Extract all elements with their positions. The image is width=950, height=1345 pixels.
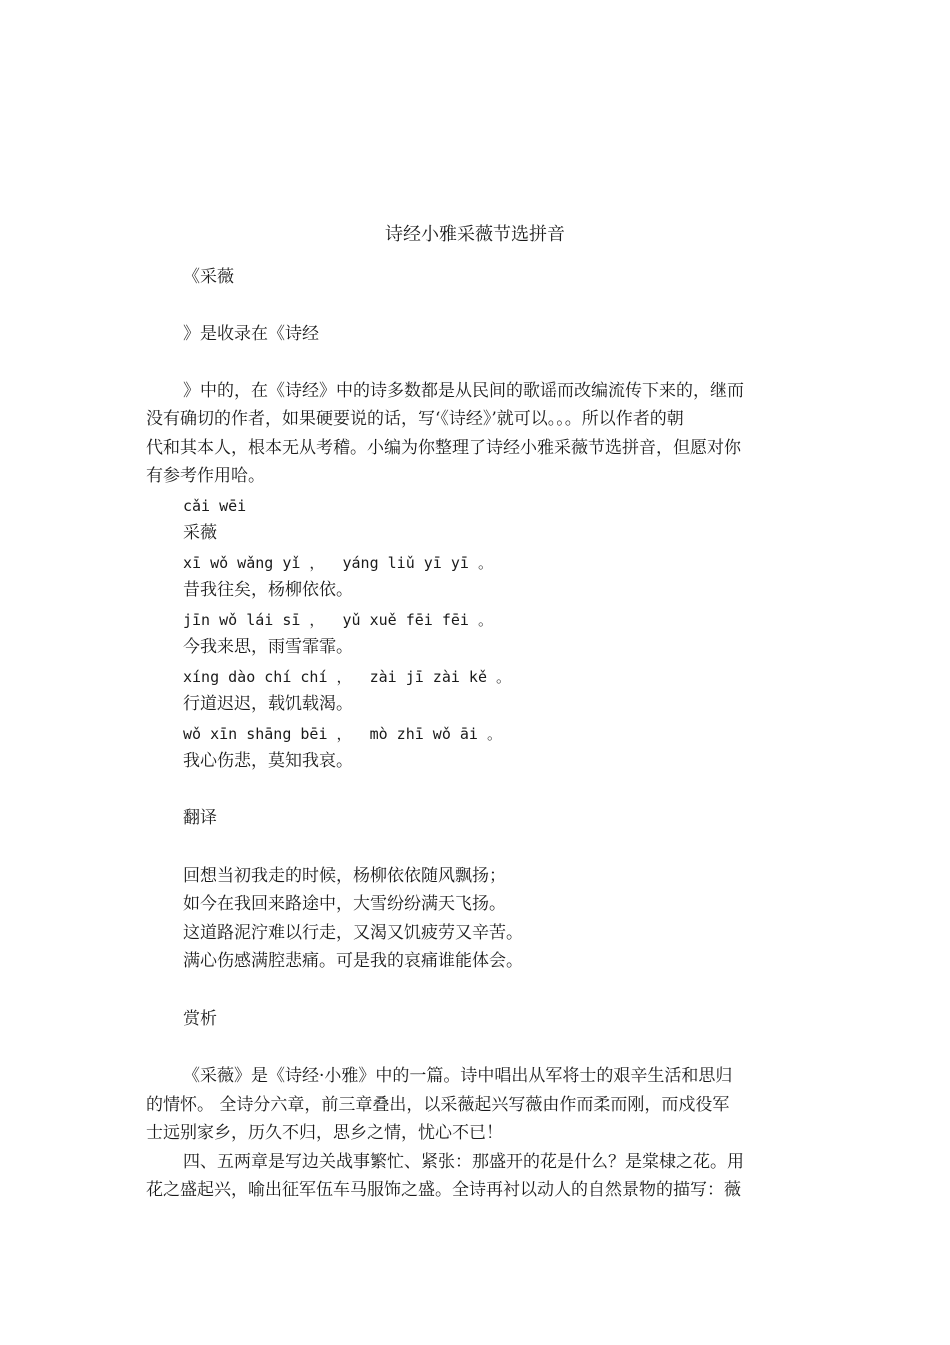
appreciation-paragraph-line: 花之盛起兴，喻出征军伍车马服饰之盛。全诗再衬以动人的自然景物的描写：薇 [146, 1180, 741, 1200]
intro-line-1: 《采薇 [183, 267, 234, 287]
appreciation-paragraph-line: 士远别家乡，历久不归，思乡之情，忧心不已！ [146, 1123, 503, 1143]
poem-line-hanzi: 行道迟迟，载饥载渴。 [183, 694, 353, 714]
translation-line: 如今在我回来路途中，大雪纷纷满天飞扬。 [183, 894, 506, 914]
document-title: 诗经小雅采薇节选拼音 [385, 224, 565, 245]
intro-line-4: 没有确切的作者，如果硬要说的话，写‘《诗经》’就可以。。。所以作者的朝 [146, 409, 684, 429]
poem-line-pinyin: xíng dào chí chí ， zài jī zài kě 。 [183, 668, 512, 686]
appreciation-heading: 赏析 [183, 1009, 217, 1029]
intro-line-5: 代和其本人，根本无从考稽。小编为你整理了诗经小雅采薇节选拼音，但愿对你 [146, 438, 741, 458]
appreciation-paragraph-line: 四、五两章是写边关战事繁忙、紧张：那盛开的花是什么？是棠棣之花。用 [183, 1152, 744, 1172]
poem-line-pinyin: wǒ xīn shāng bēi ， mò zhī wǒ āi 。 [183, 725, 502, 743]
poem-line-pinyin: jīn wǒ lái sī ， yǔ xuě fēi fēi 。 [183, 611, 493, 629]
translation-heading: 翻译 [183, 808, 217, 828]
translation-line: 回想当初我走的时候，杨柳依依随风飘扬； [183, 866, 506, 886]
poem-line-hanzi: 昔我往矣，杨柳依依。 [183, 580, 353, 600]
intro-line-3: 》中的，在《诗经》中的诗多数都是从民间的歌谣而改编流传下来的，继而 [183, 381, 744, 401]
poem-line-pinyin: xī wǒ wǎng yǐ ， yáng liǔ yī yī 。 [183, 554, 493, 572]
intro-line-2: 》是收录在《诗经 [183, 324, 319, 344]
appreciation-paragraph-line: 的情怀。 全诗分六章，前三章叠出，以采薇起兴写薇由作而柔而刚，而戍役军 [146, 1095, 730, 1115]
poem-title-pinyin: cǎi wēi [183, 497, 247, 515]
intro-line-6: 有参考作用哈。 [146, 466, 265, 486]
translation-line: 满心伤感满腔悲痛。可是我的哀痛谁能体会。 [183, 951, 523, 971]
poem-line-hanzi: 今我来思，雨雪霏霏。 [183, 637, 353, 657]
poem-line-hanzi: 我心伤悲，莫知我哀。 [183, 751, 353, 771]
translation-line: 这道路泥泞难以行走，又渴又饥疲劳又辛苦。 [183, 923, 523, 943]
poem-title-hanzi: 采薇 [183, 523, 217, 543]
appreciation-paragraph-line: 《采薇》是《诗经·小雅》中的一篇。诗中唱出从军将士的艰辛生活和思归 [183, 1066, 733, 1086]
